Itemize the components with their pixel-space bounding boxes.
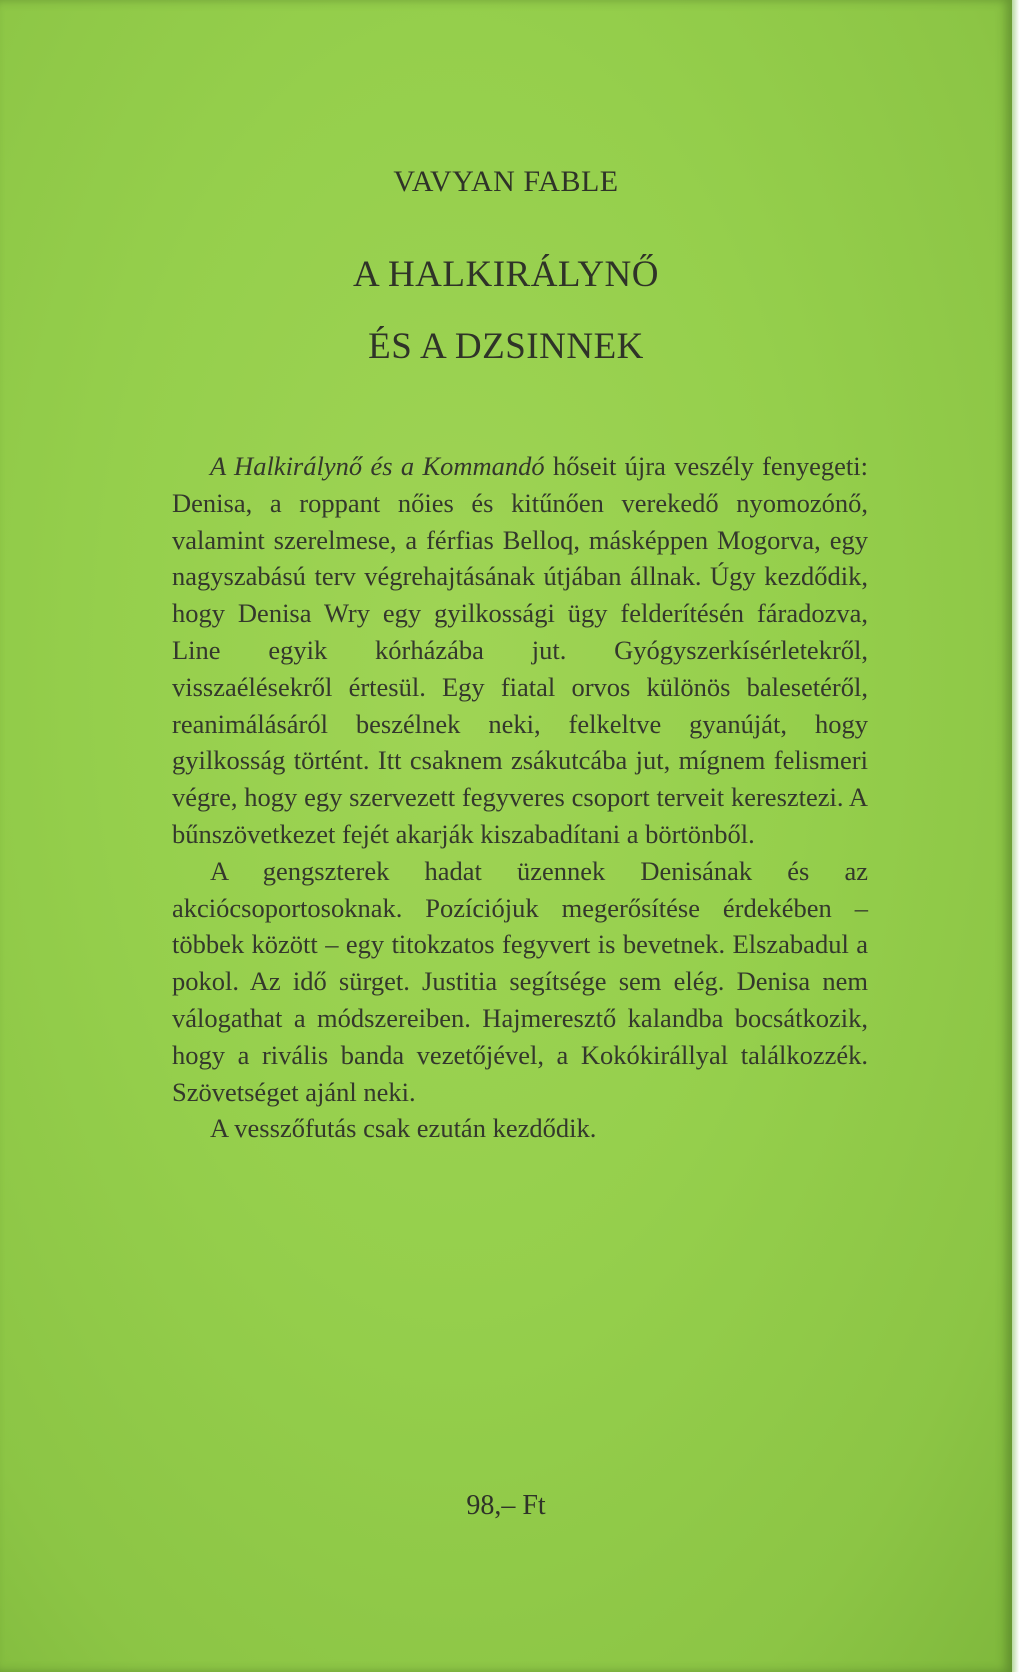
blurb-text <box>172 448 868 1147</box>
book-title-line-1: A HALKIRÁLYNŐ <box>353 254 659 295</box>
book-title-line-2: ÉS A DZSINNEK <box>368 326 644 367</box>
price-label: 98,– Ft <box>466 1490 546 1521</box>
blurb-paragraph-2: A gengszterek hadat üzennek Denisának és az akciócsoportosoknak. Pozíciójuk megerősítése érdekében – többek között – egy titokzatos fegyvert is bevetnek. Elszabadul a pokol. Az idő sürget. Justitia segítsége sem elég. Denisa nem válogathat a módszereiben. Hajmeresztő kalandba bocsátkozik, hogy a rivális banda vezetőjével, a Kokókirállyal találkozzék. Szövetséget ajánl neki. <box>172 855 868 1107</box>
blurb-paragraph-1 <box>172 448 868 853</box>
blurb-italic-reference: A Halkirálynő és a Kommandó <box>210 451 545 481</box>
blurb-paragraph-1-text: hőseit újra veszély fenyegeti: Denisa, a roppant nőies és kitűnően verekedő nyomozónő, valamint szerelmese, a férfias Belloq, másképpen Mogorva, egy nagyszabású terv végrehajtásának útjában állnak. Úgy kezdődik, hogy Denisa Wry egy gyilkossági ügy felderítésén fáradozva, Line egyik kórházába jut. Gyógyszerkísérletekről, visszaélésekről értesül. Egy fiatal orvos különös balesetéről, reanimálásáról beszélnek neki, felkeltve gyanúját, hogy gyilkosság történt. Itt csaknem zsákutcába jut, mígnem felismeri végre, hogy egy szervezett fegyveres csoport terveit keresztezi. A bűnszövetkezet fejét akarják kiszabadítani a börtönből. <box>172 451 868 849</box>
blurb-paragraph-3: A vesszőfutás csak ezután kezdődik. <box>210 1113 597 1144</box>
author-name: VAVYAN FABLE <box>393 165 619 198</box>
page-edge <box>1012 0 1024 1672</box>
